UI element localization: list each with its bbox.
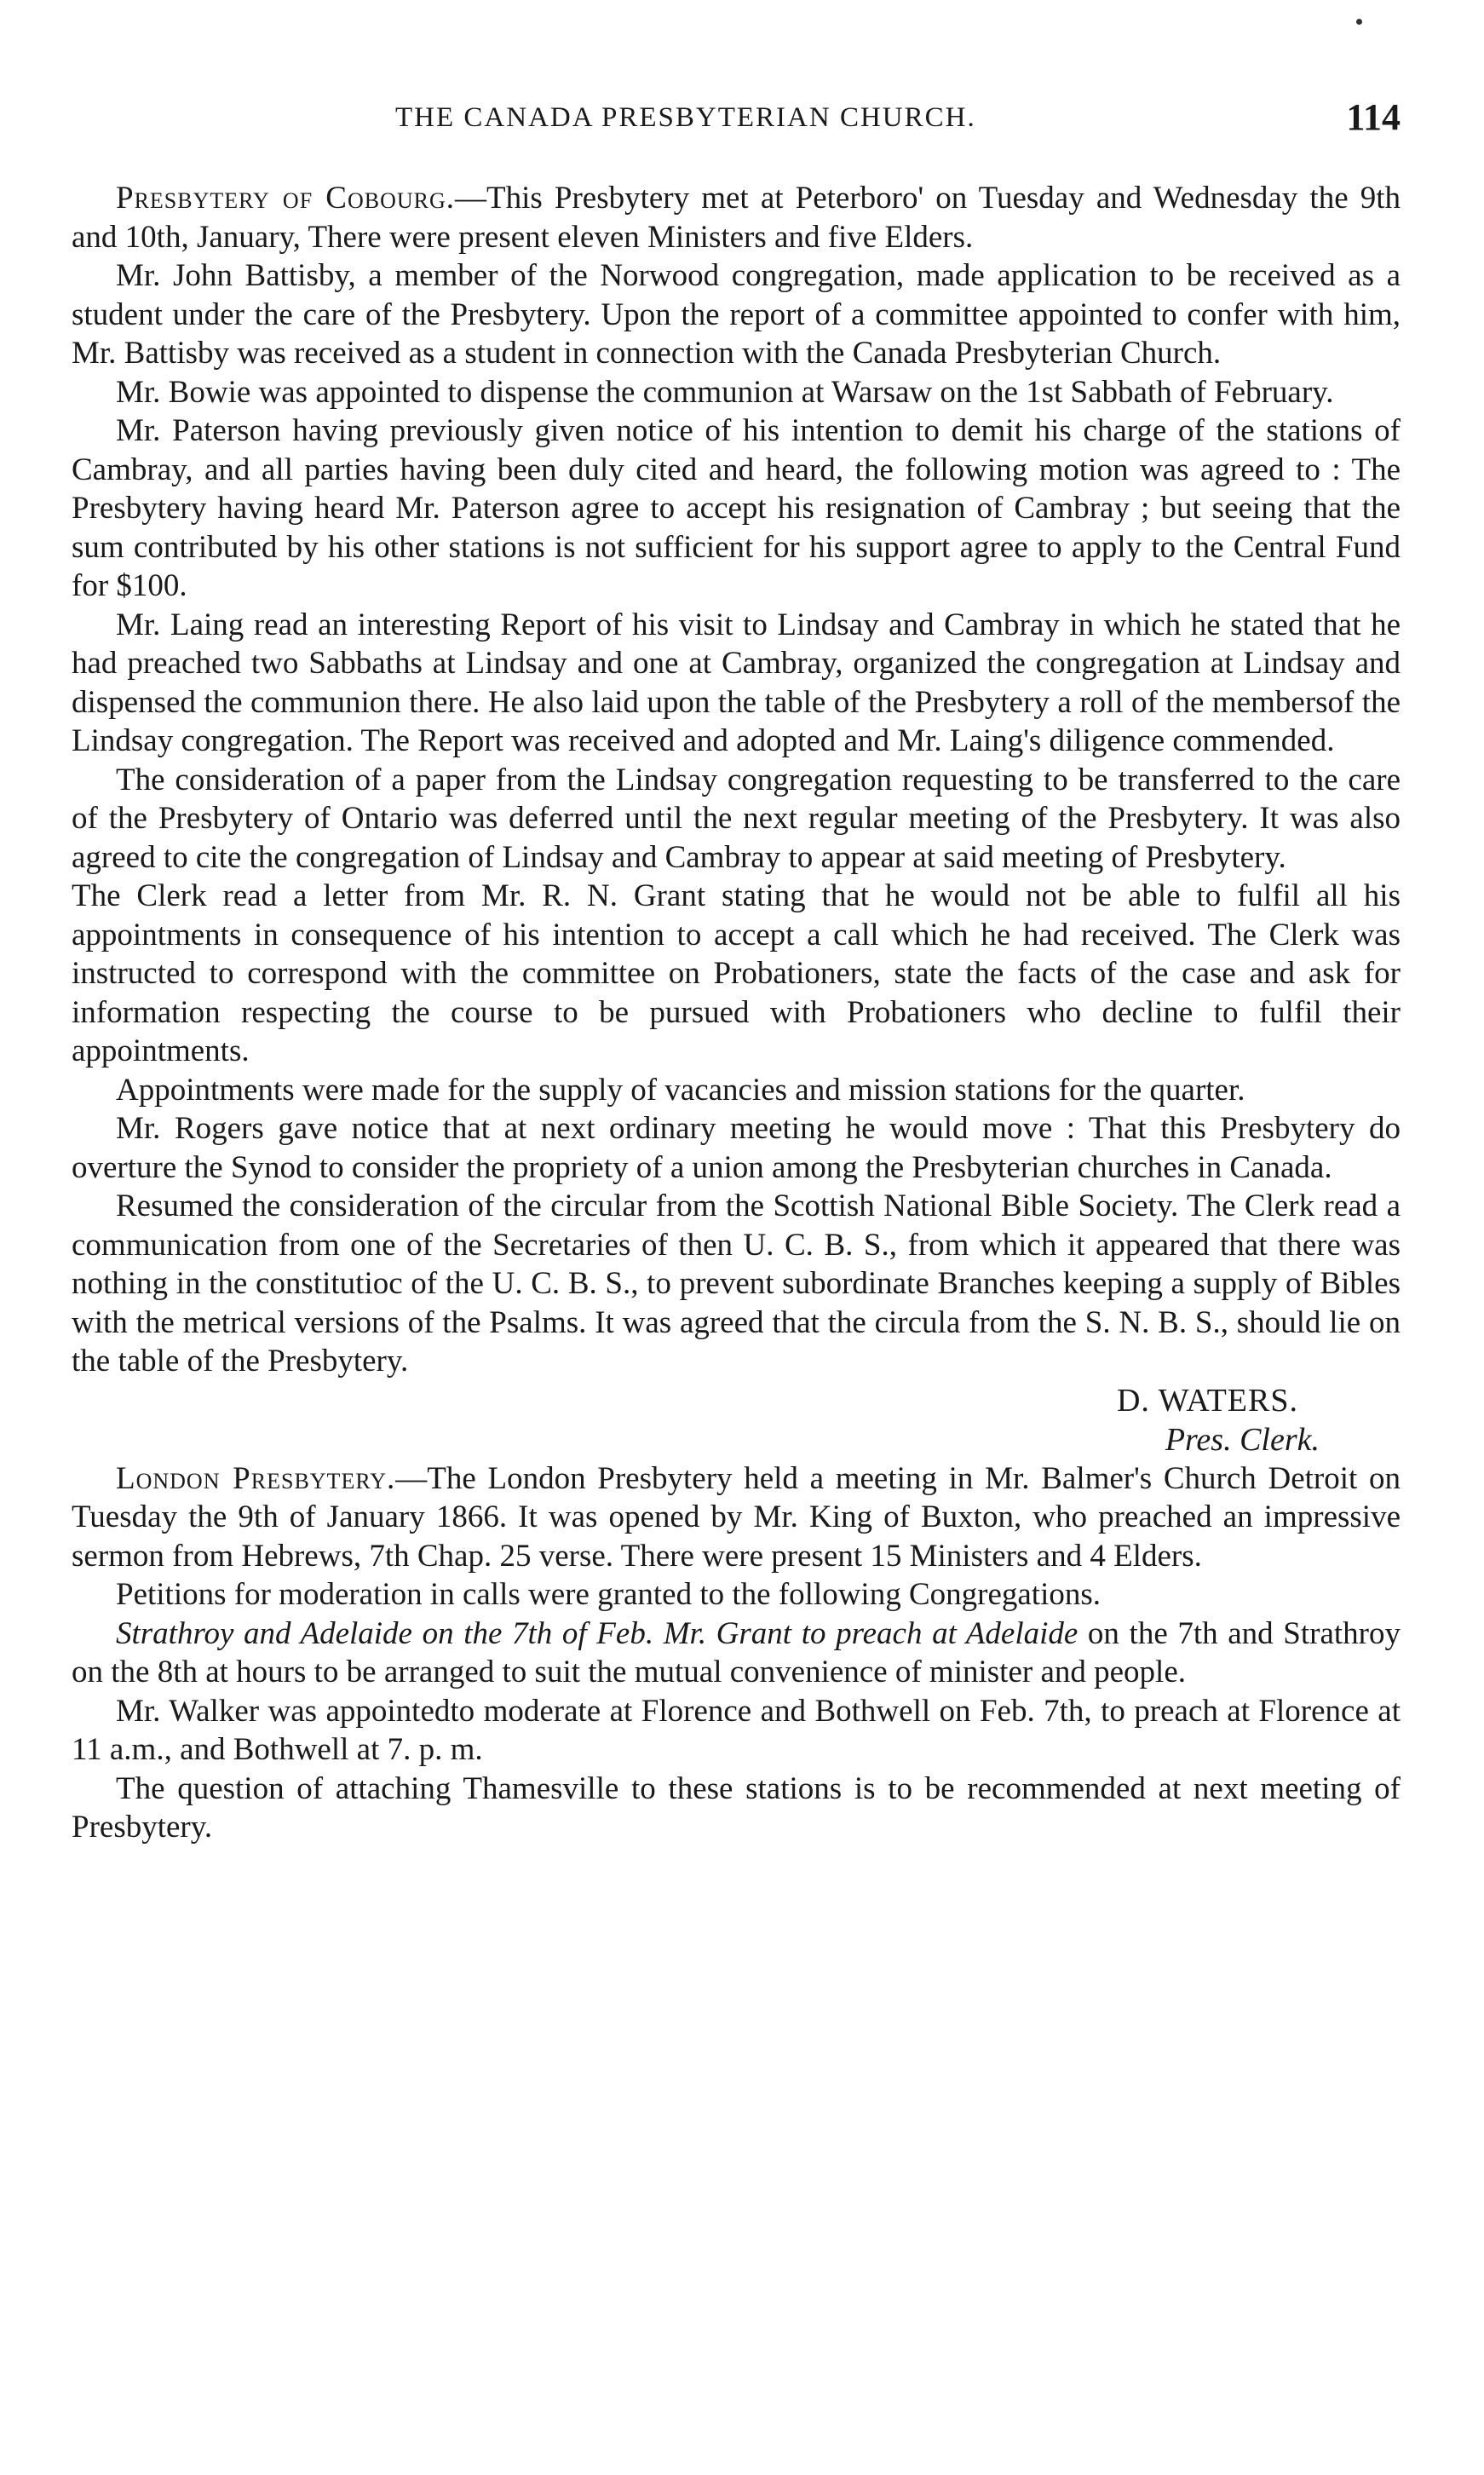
london-paragraph-3-rest: on the 7th and Strathroy on the 8th at hours to be arranged to suit the mutual convenience of minister and people. xyxy=(72,1615,1401,1689)
cobourg-paragraph-10: Resumed the consideration of the circular from the Scottish National Bible Society. The Clerk read a communication from one of the Secretaries of then U. C. B. S., from which it appeared that there was nothing in the constitutioc of the U. C. B. S., to prevent subordinate Branches keeping a supply of Bibles with the metrical versions of the Psalms. It was agreed that the circula from the S. N. B. S., should lie on the table of the Presbytery. xyxy=(72,1189,1401,1379)
running-head: THE CANADA PRESBYTERIAN CHURCH. xyxy=(395,102,976,133)
london-paragraph-3 xyxy=(72,1615,1401,1692)
cobourg-intro-text: —This Presbytery met at Peterboro' on Tuesday and Wednesday the 9th and 10th, January, There were present eleven Ministers and five Elders. xyxy=(72,181,1401,255)
cobourg-paragraph-5: Mr. Laing read an interesting Report of his visit to Lindsay and Cambray in which he stated that he had preached two Sabbaths at Lindsay and one at Cambray, organized the congregation at Lindsay and dispensed the communion there. He also laid upon the table of the Presbytery a roll of the membersof the Lindsay congregation. The Report was received and adopted and Mr. Laing's diligence commended. xyxy=(72,607,1401,758)
text-column xyxy=(72,179,1401,1847)
signature-title: Pres. Clerk. xyxy=(1165,1421,1320,1458)
london-paragraph-5: The question of attaching Thamesville to these stations is to be recommended at next meeting of Presbytery. xyxy=(72,1770,1401,1845)
cobourg-paragraph-8: Appointments were made for the supply of vacancies and mission stations for the quarter. xyxy=(116,1072,1245,1108)
signature-name: D. WATERS. xyxy=(1116,1382,1298,1419)
london-paragraph-4: Mr. Walker was appointedto moderate at Florence and Bothwell on Feb. 7th, to preach at Florence at 11 a.m., and Bothwell at 7. p. m. xyxy=(72,1693,1401,1767)
london-paragraph-1 xyxy=(72,1459,1401,1576)
london-intro-text: —The London Presbytery held a meeting in Mr. Balmer's Church Detroit on Tuesday the 9th of January 1866. It was opened by Mr. King of Buxton, who preached an impressive sermon from Hebrews, 7th Chap. 25 verse. There were present 15 Ministers and 4 Elders. xyxy=(72,1460,1401,1574)
cobourg-paragraph-3: Mr. Bowie was appointed to dispense the communion at Warsaw on the 1st Sabbath of February. xyxy=(116,374,1334,410)
page-header xyxy=(72,95,1401,147)
cobourg-heading: Presbytery of Cobourg. xyxy=(116,181,455,216)
cobourg-paragraph-1 xyxy=(72,179,1401,256)
london-italic-text: Strathroy and Adelaide on the 7th of Feb. Mr. Grant to preach at Adelaide xyxy=(116,1615,1078,1651)
cobourg-paragraph-2: Mr. John Battisby, a member of the Norwood congregation, made application to be received as a student under the care of the Presbytery. Upon the report of a committee appointed to confer with him, Mr. Battisby was received as a student in connection with the Canada Presbyterian Church. xyxy=(72,258,1401,371)
cobourg-paragraph-7: The Clerk read a letter from Mr. R. N. Grant stating that he would not be able to fulfil all his appointments in consequence of his intention to accept a call which he had received. The Clerk was instructed to correspond with the committee on Probationers, state the facts of the case and ask for information respecting the course to be pursued with Probationers who decline to fulfil their appointments. xyxy=(72,878,1401,1068)
cobourg-paragraph-6: The consideration of a paper from the Lindsay congregation requesting to be transferred to the care of the Presbytery of Ontario was deferred until the next regular meeting of the Presbytery. It was also agreed to cite the congregation of Lindsay and Cambray to appear at said meeting of Presbytery. xyxy=(72,762,1401,875)
london-paragraph-2: Petitions for moderation in calls were granted to the following Congregations. xyxy=(116,1577,1101,1612)
cobourg-paragraph-4: Mr. Paterson having previously given notice of his intention to demit his charge of the stations of Cambray, and all parties having been duly cited and heard, the following motion was agreed to : The Presbytery having heard Mr. Paterson agree to accept his resignation of Cambray ; but seeing that the sum contributed by his other stations is not sufficient for his support agree to apply to the Central Fund for $100. xyxy=(72,413,1401,603)
london-heading: London Presbytery. xyxy=(116,1460,396,1496)
page-number: 114 xyxy=(1346,96,1401,138)
print-speck xyxy=(1356,19,1362,25)
cobourg-paragraph-9: Mr. Rogers gave notice that at next ordinary meeting he would move : That this Presbytery do overture the Synod to consider the propriety of a union among the Presbyterian churches in Canada. xyxy=(72,1111,1401,1185)
